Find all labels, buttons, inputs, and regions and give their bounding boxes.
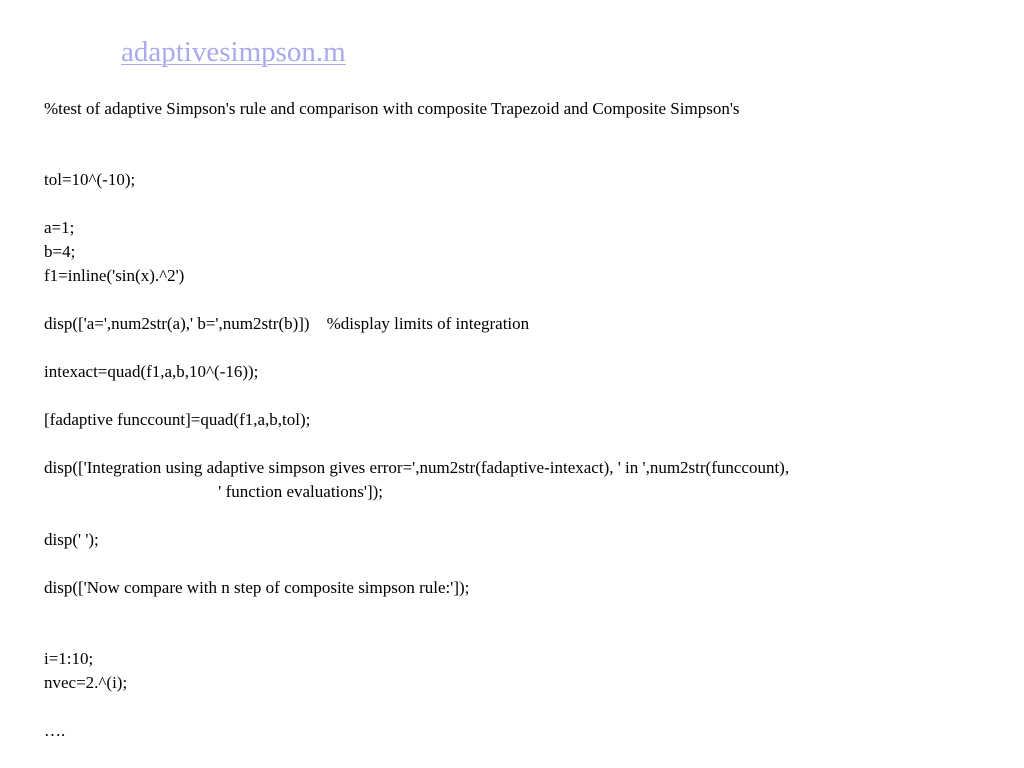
code-line-intexact: intexact=quad(f1,a,b,10^(-16)); [44,362,259,381]
code-line-disp-blank: disp(' '); [44,530,99,549]
code-line-disp-limits: disp(['a=',num2str(a),' b=',num2str(b)]) %display limits of integration [44,314,530,333]
file-title-link[interactable]: adaptivesimpson.m [121,36,346,68]
code-line-tol: tol=10^(-10); [44,170,136,189]
code-line-fadaptive: [fadaptive funccount]=quad(f1,a,b,tol); [44,410,311,429]
code-line-comment-header: %test of adaptive Simpson's rule and comparison with composite Trapezoid and Composite Simpson's [44,99,740,118]
code-line-disp-compare: disp(['Now compare with n step of composite simpson rule:']); [44,578,470,597]
code-line-a: a=1; [44,218,75,237]
code-line-disp-error: disp(['Integration using adaptive simpson gives error=',num2str(fadaptive-intexact), ' in ',num2str(funccount), [44,458,790,477]
code-line-disp-error-cont: ' function evaluations']); [44,482,383,501]
code-line-b: b=4; [44,242,76,261]
code-line-nvec: nvec=2.^(i); [44,673,128,692]
code-line-ellipsis: …. [44,721,66,740]
code-line-f1: f1=inline('sin(x).^2') [44,266,185,285]
code-line-i: i=1:10; [44,649,94,668]
